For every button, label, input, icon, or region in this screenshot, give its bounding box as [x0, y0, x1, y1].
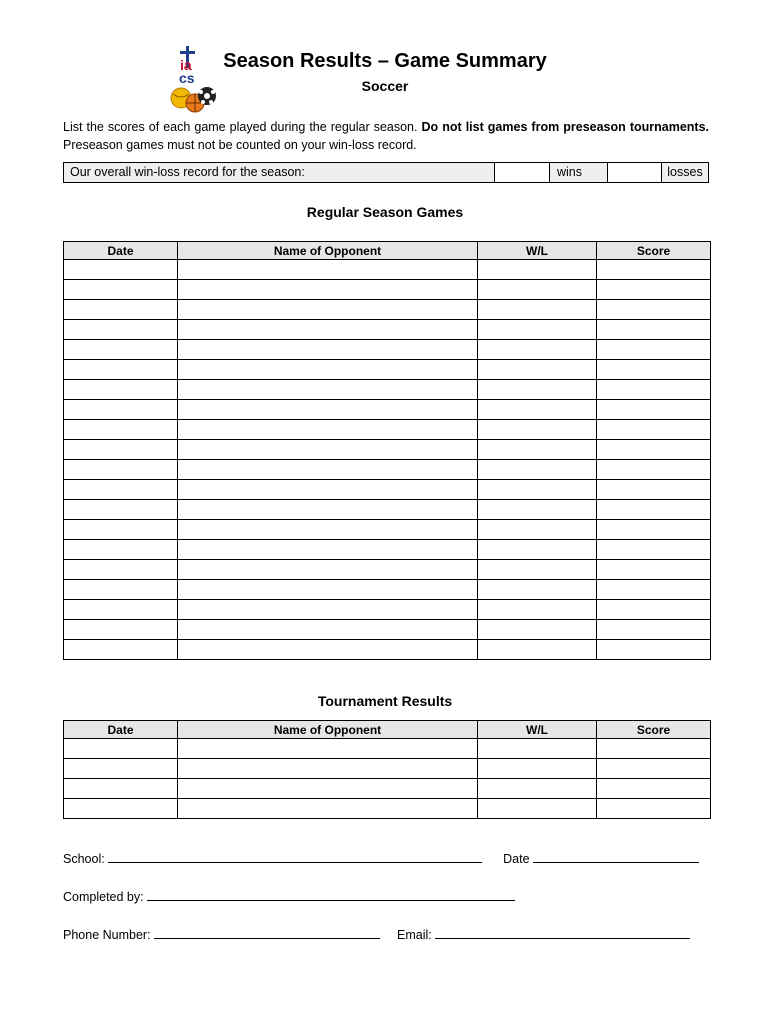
wl-cell[interactable]	[478, 360, 597, 380]
date-field[interactable]	[533, 850, 699, 863]
opponent-cell[interactable]	[178, 380, 478, 400]
table-row	[64, 799, 711, 819]
date-cell[interactable]	[64, 540, 178, 560]
date-cell[interactable]	[64, 380, 178, 400]
opponent-cell[interactable]	[178, 640, 478, 660]
opponent-cell[interactable]	[178, 340, 478, 360]
column-header-opponent: Name of Opponent	[178, 721, 478, 739]
column-header-score: Score	[597, 721, 711, 739]
table-row	[64, 600, 711, 620]
score-cell[interactable]	[597, 520, 711, 540]
school-line	[63, 850, 699, 866]
wins-field[interactable]	[495, 163, 550, 182]
table-row	[64, 260, 711, 280]
column-header-date: Date	[64, 242, 178, 260]
instructions: List the scores of each game played during the regular season. Do not list games from preseason tournaments. Preseason games must not be counted on your win-loss record.	[63, 120, 709, 152]
regular-season-title: Regular Season Games	[306, 204, 464, 220]
date-cell[interactable]	[64, 360, 178, 380]
wl-cell[interactable]	[478, 500, 597, 520]
score-cell[interactable]	[597, 260, 711, 280]
wl-cell[interactable]	[478, 480, 597, 500]
wl-cell[interactable]	[478, 620, 597, 640]
table-row	[64, 779, 711, 799]
completed-line	[63, 888, 515, 904]
score-cell[interactable]	[597, 560, 711, 580]
date-cell[interactable]	[64, 420, 178, 440]
date-cell[interactable]	[64, 460, 178, 480]
wl-cell[interactable]	[478, 320, 597, 340]
regular-season-table	[63, 241, 711, 660]
date-cell[interactable]	[64, 600, 178, 620]
opponent-cell[interactable]	[178, 560, 478, 580]
losses-field[interactable]	[608, 163, 662, 182]
score-cell[interactable]	[597, 799, 711, 819]
table-row	[64, 480, 711, 500]
wl-cell[interactable]	[478, 420, 597, 440]
completed-label: Completed by:	[63, 890, 144, 904]
score-cell[interactable]	[597, 440, 711, 460]
wins-label: wins	[550, 163, 608, 182]
date-cell[interactable]	[64, 520, 178, 540]
date-cell[interactable]	[64, 500, 178, 520]
table-row	[64, 420, 711, 440]
opponent-cell[interactable]	[178, 320, 478, 340]
opponent-cell[interactable]	[178, 360, 478, 380]
score-cell[interactable]	[597, 620, 711, 640]
opponent-cell[interactable]	[178, 540, 478, 560]
score-cell[interactable]	[597, 320, 711, 340]
table-row	[64, 300, 711, 320]
wl-cell[interactable]	[478, 380, 597, 400]
wl-cell[interactable]	[478, 560, 597, 580]
opponent-cell[interactable]	[178, 280, 478, 300]
date-cell[interactable]	[64, 260, 178, 280]
table-row	[64, 320, 711, 340]
score-cell[interactable]	[597, 500, 711, 520]
tournament-title: Tournament Results	[317, 693, 453, 709]
date-cell[interactable]	[64, 480, 178, 500]
score-cell[interactable]	[597, 779, 711, 799]
date-cell[interactable]	[64, 280, 178, 300]
opponent-cell[interactable]	[178, 739, 478, 759]
date-cell[interactable]	[64, 400, 178, 420]
table-row	[64, 759, 711, 779]
opponent-cell[interactable]	[178, 460, 478, 480]
table-row	[64, 580, 711, 600]
wl-cell[interactable]	[478, 520, 597, 540]
email-label: Email:	[397, 928, 432, 942]
opponent-cell[interactable]	[178, 480, 478, 500]
wl-cell[interactable]	[478, 440, 597, 460]
phone-field[interactable]	[154, 926, 380, 939]
table-header-row	[64, 721, 711, 739]
opponent-cell[interactable]	[178, 759, 478, 779]
table-row	[64, 739, 711, 759]
table-row	[64, 620, 711, 640]
opponent-cell[interactable]	[178, 260, 478, 280]
score-cell[interactable]	[597, 300, 711, 320]
score-cell[interactable]	[597, 460, 711, 480]
svg-text:cs: cs	[179, 70, 195, 86]
wl-cell[interactable]	[478, 460, 597, 480]
table-row	[64, 340, 711, 360]
column-header-score: Score	[597, 242, 711, 260]
completed-field[interactable]	[147, 888, 515, 901]
table-header-row	[64, 242, 711, 260]
score-cell[interactable]	[597, 580, 711, 600]
score-cell[interactable]	[597, 380, 711, 400]
wl-cell[interactable]	[478, 280, 597, 300]
wl-cell[interactable]	[478, 340, 597, 360]
table-row	[64, 280, 711, 300]
table-row	[64, 640, 711, 660]
wl-cell[interactable]	[478, 640, 597, 660]
date-cell[interactable]	[64, 620, 178, 640]
opponent-cell[interactable]	[178, 520, 478, 540]
wl-cell[interactable]	[478, 739, 597, 759]
table-row	[64, 360, 711, 380]
date-cell[interactable]	[64, 739, 178, 759]
score-cell[interactable]	[597, 400, 711, 420]
score-cell[interactable]	[597, 360, 711, 380]
date-cell[interactable]	[64, 779, 178, 799]
wl-cell[interactable]	[478, 300, 597, 320]
wl-cell[interactable]	[478, 580, 597, 600]
contact-line	[63, 926, 690, 942]
sport-subtitle: Soccer	[361, 78, 409, 94]
score-cell[interactable]	[597, 340, 711, 360]
wl-cell[interactable]	[478, 260, 597, 280]
date-cell[interactable]	[64, 799, 178, 819]
page-title: Season Results – Game Summary	[223, 50, 547, 72]
opponent-cell[interactable]	[178, 779, 478, 799]
table-row	[64, 540, 711, 560]
date-cell[interactable]	[64, 580, 178, 600]
table-row	[64, 460, 711, 480]
score-cell[interactable]	[597, 759, 711, 779]
table-row	[64, 500, 711, 520]
date-cell[interactable]	[64, 759, 178, 779]
record-label: Our overall win-loss record for the season:	[64, 163, 495, 182]
date-cell[interactable]	[64, 340, 178, 360]
table-row	[64, 440, 711, 460]
column-header-wl: W/L	[478, 242, 597, 260]
score-cell[interactable]	[597, 739, 711, 759]
score-cell[interactable]	[597, 640, 711, 660]
table-row	[64, 400, 711, 420]
tournament-table	[63, 720, 711, 819]
date-cell[interactable]	[64, 300, 178, 320]
date-cell[interactable]	[64, 640, 178, 660]
school-field[interactable]	[108, 850, 482, 863]
instructions-emphasis: Do not list games from preseason tournaments.	[421, 120, 709, 134]
wl-cell[interactable]	[478, 540, 597, 560]
score-cell[interactable]	[597, 480, 711, 500]
svg-text:ia: ia	[180, 57, 192, 73]
column-header-opponent: Name of Opponent	[178, 242, 478, 260]
table-row	[64, 380, 711, 400]
wl-cell[interactable]	[478, 600, 597, 620]
score-cell[interactable]	[597, 280, 711, 300]
column-header-date: Date	[64, 721, 178, 739]
score-cell[interactable]	[597, 420, 711, 440]
wl-cell[interactable]	[478, 759, 597, 779]
email-field[interactable]	[435, 926, 690, 939]
table-row	[64, 520, 711, 540]
wl-cell[interactable]	[478, 400, 597, 420]
wl-cell[interactable]	[478, 799, 597, 819]
opponent-cell[interactable]	[178, 300, 478, 320]
table-row	[64, 560, 711, 580]
date-cell[interactable]	[64, 560, 178, 580]
date-label: Date	[503, 852, 530, 866]
opponent-cell[interactable]	[178, 580, 478, 600]
column-header-wl: W/L	[478, 721, 597, 739]
opponent-cell[interactable]	[178, 620, 478, 640]
date-cell[interactable]	[64, 440, 178, 460]
losses-label: losses	[662, 163, 708, 182]
opponent-cell[interactable]	[178, 600, 478, 620]
opponent-cell[interactable]	[178, 400, 478, 420]
school-label: School:	[63, 852, 105, 866]
opponent-cell[interactable]	[178, 799, 478, 819]
opponent-cell[interactable]	[178, 440, 478, 460]
opponent-cell[interactable]	[178, 420, 478, 440]
wl-cell[interactable]	[478, 779, 597, 799]
score-cell[interactable]	[597, 540, 711, 560]
score-cell[interactable]	[597, 600, 711, 620]
opponent-cell[interactable]	[178, 500, 478, 520]
phone-label: Phone Number:	[63, 928, 151, 942]
win-loss-record	[63, 162, 709, 183]
date-cell[interactable]	[64, 320, 178, 340]
